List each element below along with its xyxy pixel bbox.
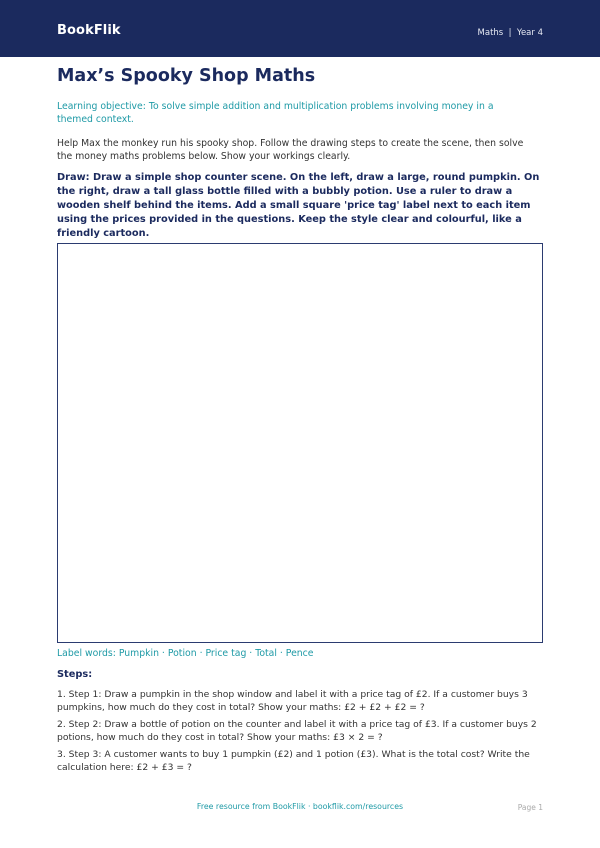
steps-list	[57, 688, 541, 778]
page-number: Page 1	[517, 803, 543, 812]
step-item-3: 3. Step 3: A customer wants to buy 1 pumpkin (£2) and 1 potion (£3). What is the total cost? Write the calculation here: £2 + £3 = ?	[57, 749, 530, 773]
page-title: Max’s Spooky Shop Maths	[57, 66, 316, 86]
footer-resource-link[interactable]: Free resource from BookFlik · bookflik.com/resources	[196, 802, 404, 811]
page-header	[0, 0, 600, 57]
brand-logo: BookFlik	[57, 23, 121, 38]
intro-text: Help Max the monkey run his spooky shop. Follow the drawing steps to create the scene, then solve the money maths problems below. Show your workings clearly.	[57, 138, 524, 162]
step-item-1: 1. Step 1: Draw a pumpkin in the shop window and label it with a price tag of £2. If a customer buys 3 pumpkins, how much do they cost in total? Show your maths: £2 + £2 + £2 = ?	[57, 689, 528, 713]
label-words: Label words: Pumpkin · Potion · Price tag · Total · Pence	[57, 648, 314, 659]
steps-heading: Steps:	[57, 669, 93, 680]
draw-instruction: Draw: Draw a simple shop counter scene. On the left, draw a large, round pumpkin. On the right, draw a tall glass bottle filled with a bubbly potion. Use a ruler to draw a wooden shelf behind the items. Add a small square 'price tag' label next to each item using the prices provided in the questions. Keep the style clear and colourful, like a friendly cartoon.	[57, 172, 540, 239]
subject-year-label: Maths | Year 4	[477, 28, 543, 38]
step-item-2: 2. Step 2: Draw a bottle of potion on the counter and label it with a price tag of £3. If a customer buys 2 potions, how much do they cost in total? Show your maths: £3 × 2 = ?	[57, 719, 537, 743]
drawing-area[interactable]	[57, 243, 543, 643]
learning-objective: Learning objective: To solve simple addition and multiplication problems involving money in a themed context.	[57, 101, 494, 125]
